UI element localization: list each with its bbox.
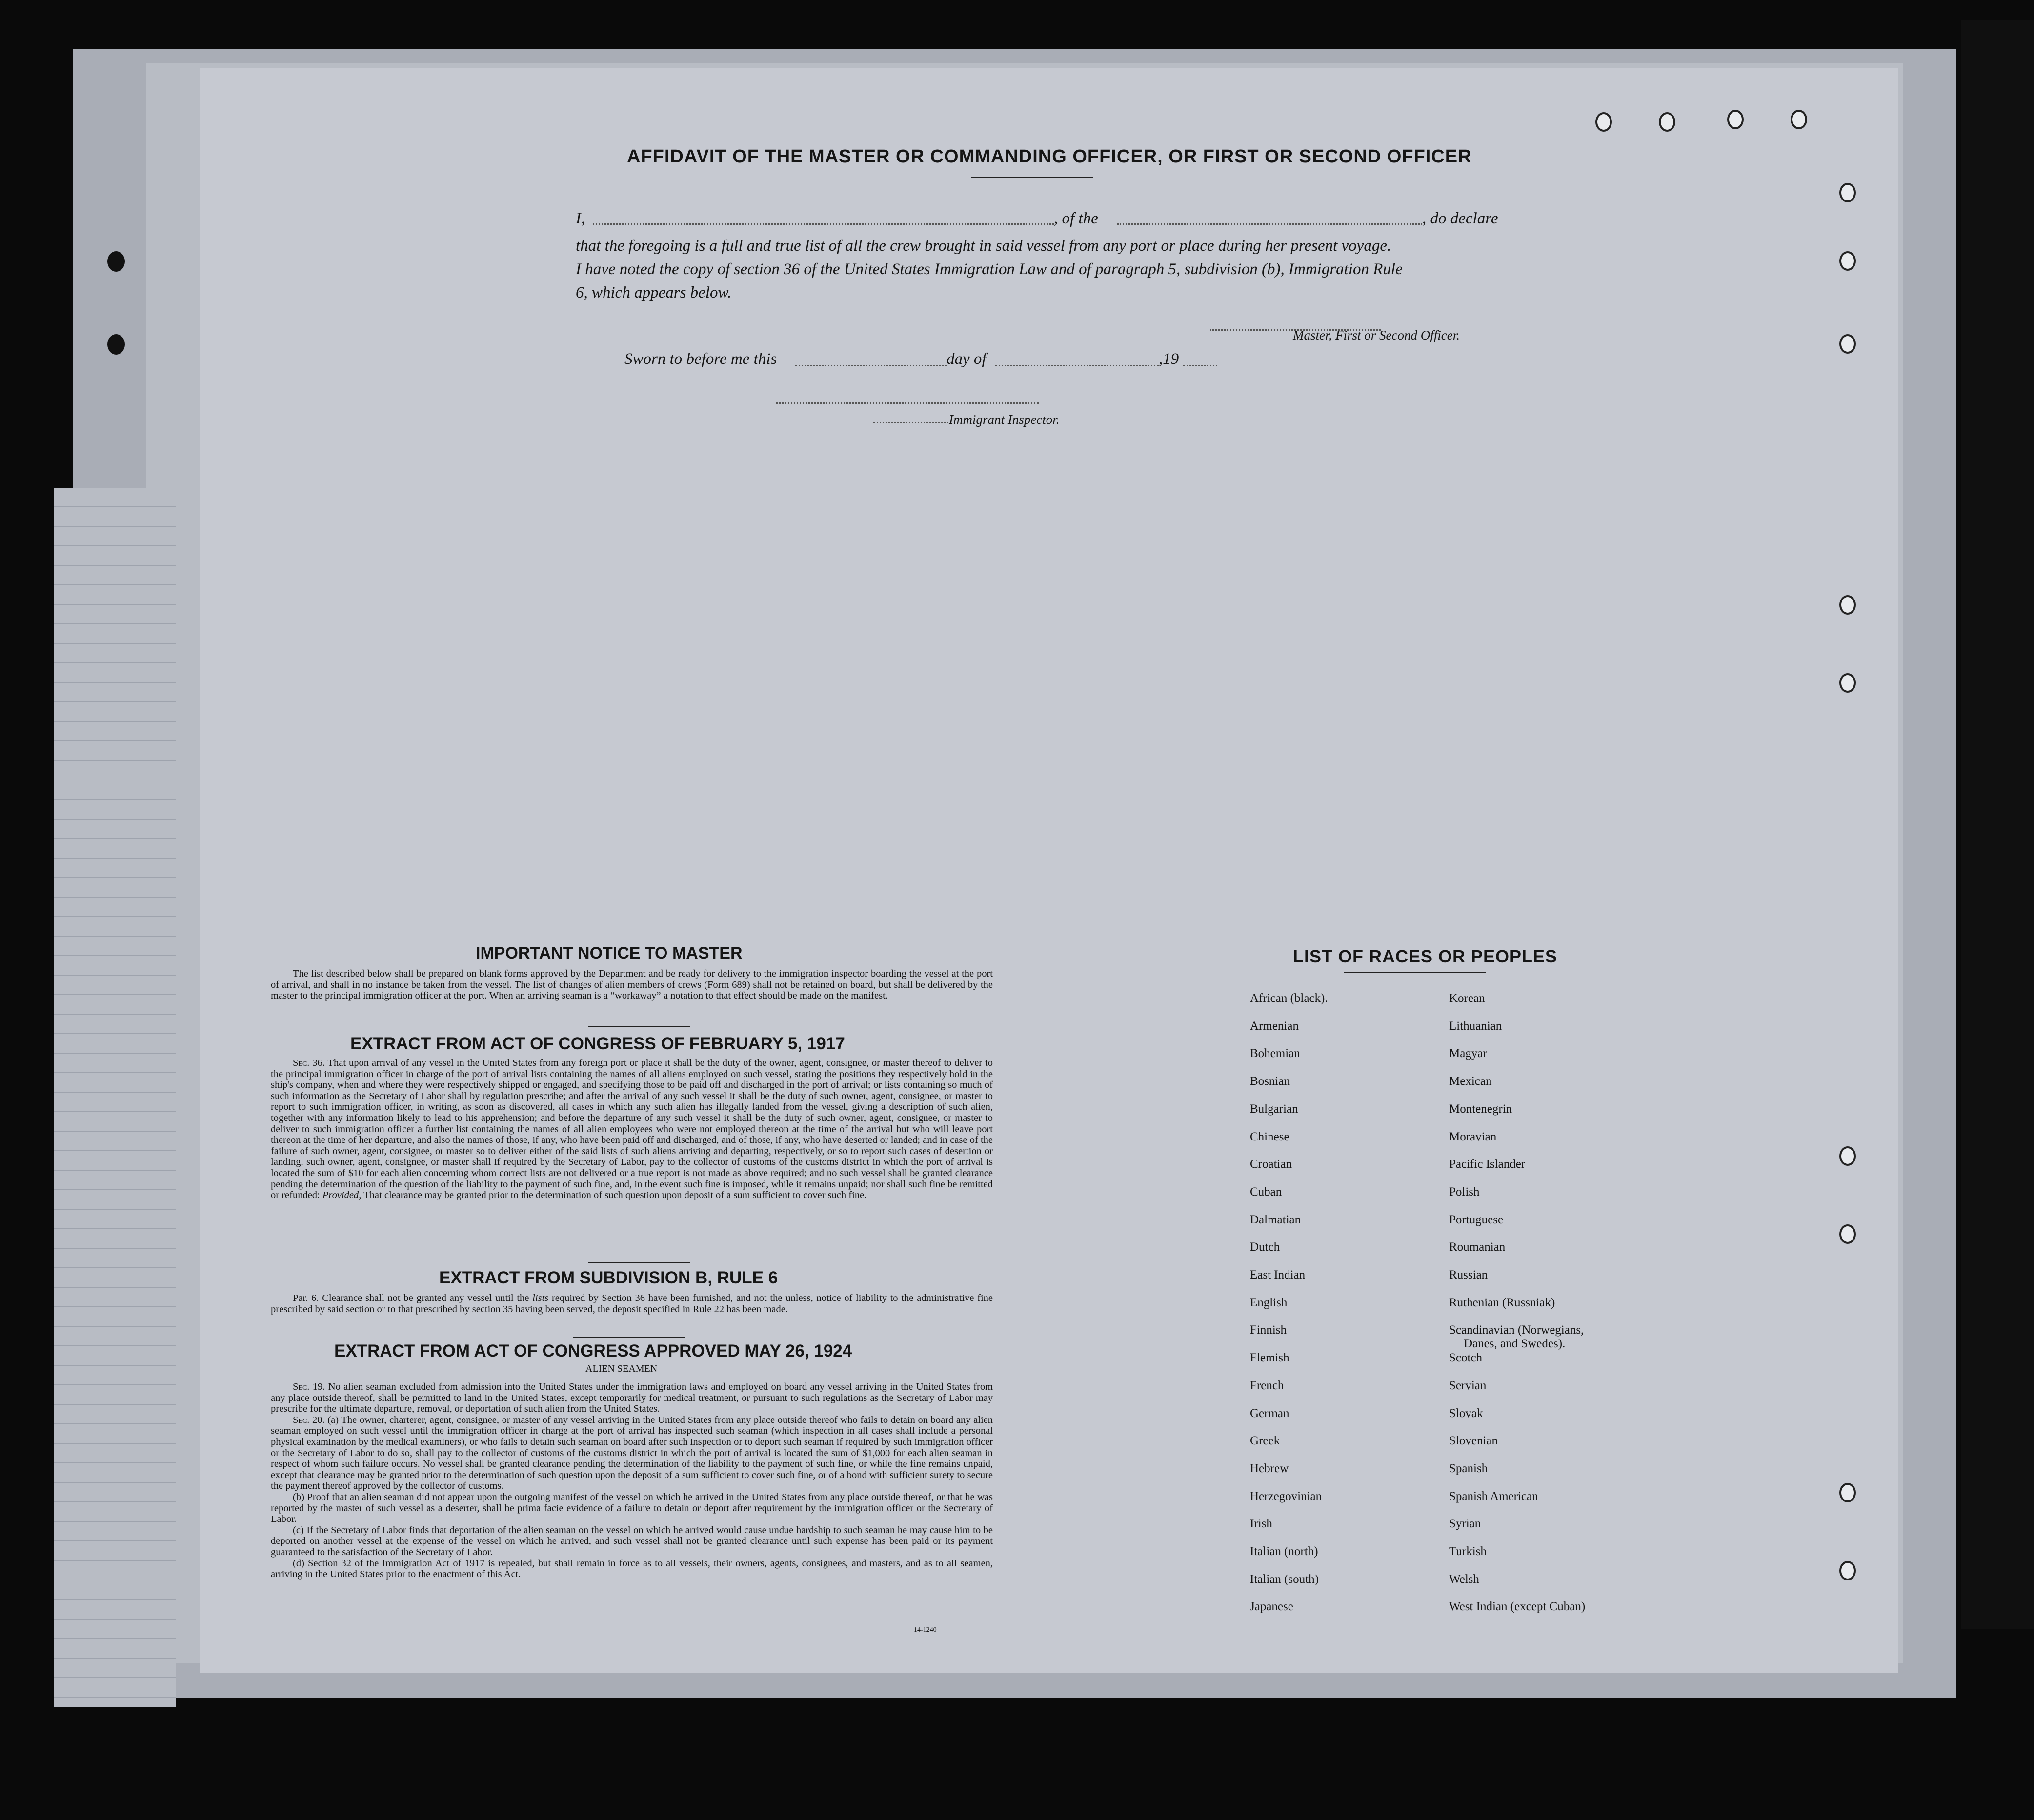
race-item: Scandinavian (Norwegians,	[1449, 1323, 1584, 1337]
race-item: Flemish	[1250, 1351, 1289, 1365]
year-blank[interactable]	[1183, 365, 1217, 366]
do-declare-label: , do declare	[1422, 210, 1498, 227]
race-item: African (black).	[1250, 992, 1328, 1005]
race-item: Korean	[1449, 992, 1485, 1005]
punch-hole	[1659, 112, 1675, 132]
affidavit-title: AFFIDAVIT OF THE MASTER OR COMMANDING OFFICER, OR FIRST OR SECOND OFFICER	[627, 146, 1472, 167]
section-text: That upon arrival of any vessel in the United States from any foreign port or place it shall be the duty of the owner, agent, consignee, or master thereof to deliver to the principal immigration officer in charge of the port of arrival lists containing the names of all aliens employed on such vessel, stating the positions they respectively hold in the ship's company, when and where they were respectively shipped or engaged, and specifying those to be paid off and discharged in the port of arrival; or lists containing so much of such information as the Secretary of Labor shall by regulation prescribe; and after the arrival of any such vessel it shall be the duty of such owner, agent, consignee, or master to report to such immigration officer, in writing, as soon as discovered, all cases in which any such alien has illegally landed from the vessel, giving a description of such alien, together with any information likely to lead to his apprehension; and before the departure of any such vessel it shall be the duty of such owner, agent, consignee, or master to deliver to such immigration officer a further list containing the names of all alien employees who were not employed thereon at the time of the arrival but who will leave port thereon at the time of her departure, and also the names of those, if any, who have been paid off and discharged, and of those, if any, who have deserted or landed; and in case of the failure of such owner, agent, consignee, or master so to deliver either of the said lists of such aliens arriving and departing, respectively, or so to report such cases of desertion or landing, such owner, agent, consignee, or master shall if required by the Secretary of Labor, pay to the collector of customs of the customs district in which the port of arrival is located the sum of $10 for each alien concerning whom correct lists are not delivered or a true report is not made as above required; and no such vessel shall be granted clearance pending the determination of the question of the liability to the payment of such fine, and, in the event such fine is imposed, while it remains unpaid; nor shall such fine be remitted or refunded:	[271, 1058, 993, 1201]
race-item: Lithuanian	[1449, 1019, 1502, 1033]
race-item: Turkish	[1449, 1545, 1487, 1558]
punch-hole	[1791, 110, 1807, 129]
torn-edge	[1961, 20, 2034, 1629]
section-rule	[573, 1337, 685, 1338]
race-item: Portuguese	[1449, 1213, 1504, 1226]
affidavit-line: that the foregoing is a full and true list of all the crew brought in said vessel from any port or place during her present voyage.	[576, 237, 1391, 255]
race-item: Mexican	[1449, 1075, 1492, 1088]
race-item: Finnish	[1250, 1323, 1287, 1337]
section-rule	[588, 1026, 690, 1027]
race-item: Greek	[1250, 1434, 1280, 1448]
section-label: Sec. 20.	[293, 1414, 325, 1425]
inspector-label: Immigrant Inspector.	[949, 412, 1060, 427]
title-rule	[971, 177, 1093, 178]
section-label: Sec. 36.	[293, 1058, 325, 1068]
extract-1924-subtitle: ALIEN SEAMEN	[585, 1363, 658, 1374]
race-item: Bohemian	[1250, 1047, 1300, 1060]
inspector-signature-blank[interactable]	[776, 402, 1039, 404]
vessel-blank[interactable]	[1117, 223, 1422, 225]
race-item: Hebrew	[1250, 1461, 1289, 1475]
affidavit-line: I have noted the copy of section 36 of the United States Immigration Law and of paragraph 5, subdivision (b), Immigration Rule	[576, 260, 1403, 278]
punch-hole	[1839, 1146, 1856, 1166]
punch-hole	[1839, 595, 1856, 615]
month-blank[interactable]	[995, 365, 1159, 366]
section-text-end: That clearance may be granted prior to the determination of such question upon deposit of a sum sufficient to cover such fine.	[363, 1190, 867, 1201]
provided-label: Provided,	[322, 1190, 362, 1201]
race-item: Bosnian	[1250, 1075, 1290, 1088]
rule-6-text	[271, 1293, 993, 1315]
affidavit-line: 6, which appears below.	[576, 284, 732, 301]
lists-label: lists	[532, 1293, 549, 1303]
extract-1917-text	[271, 1058, 993, 1201]
races-rule	[1344, 972, 1486, 973]
year-label: ,19	[1159, 350, 1179, 368]
punch-hole	[1839, 1224, 1856, 1244]
sworn-label: Sworn to before me this	[624, 350, 777, 368]
race-item: Welsh	[1449, 1572, 1479, 1586]
race-item: Magyar	[1449, 1047, 1487, 1060]
race-item: Irish	[1250, 1517, 1272, 1531]
name-blank[interactable]	[593, 223, 1054, 225]
rule-text-after: required by Section 36 have been furnished, and not the unless, notice of liability to the administrative fine prescribed by said section or to that prescribed by section 35 having been served, the deposit specified in Rule 22 has been made.	[271, 1293, 993, 1315]
race-item: Polish	[1449, 1185, 1480, 1199]
race-item: Montenegrin	[1449, 1102, 1512, 1116]
affidavit-statement	[576, 234, 1471, 304]
race-item: Chinese	[1250, 1130, 1289, 1143]
race-item: Dutch	[1250, 1240, 1280, 1254]
rule-6-title: EXTRACT FROM SUBDIVISION B, RULE 6	[439, 1268, 778, 1287]
day-of-label: day of	[947, 350, 987, 368]
notice-title: IMPORTANT NOTICE TO MASTER	[476, 944, 743, 962]
race-item: Slovak	[1449, 1406, 1483, 1420]
race-item: Servian	[1449, 1379, 1487, 1392]
section-rule	[588, 1262, 690, 1263]
binder-hole	[107, 251, 125, 272]
race-item: Japanese	[1250, 1600, 1293, 1614]
form-number: 14-1240	[914, 1626, 937, 1634]
race-item: Russian	[1449, 1268, 1488, 1281]
race-item: Bulgarian	[1250, 1102, 1298, 1116]
punch-hole	[1595, 112, 1612, 132]
race-item: Pacific Islander	[1449, 1158, 1526, 1171]
race-item: English	[1250, 1296, 1288, 1309]
extract-1924-title: EXTRACT FROM ACT OF CONGRESS APPROVED MAY 26, 1924	[334, 1341, 852, 1360]
extract-1917-title: EXTRACT FROM ACT OF CONGRESS OF FEBRUARY 5, 1917	[350, 1034, 845, 1053]
day-blank[interactable]	[795, 365, 947, 366]
race-item: Moravian	[1449, 1130, 1497, 1143]
race-item: Italian (north)	[1250, 1545, 1318, 1558]
master-signature-label: Master, First or Second Officer.	[1293, 328, 1460, 342]
race-item: Scotch	[1449, 1351, 1483, 1365]
race-item: German	[1250, 1406, 1289, 1420]
race-item: Slovenian	[1449, 1434, 1498, 1448]
inspector-signature-blank-2[interactable]	[873, 422, 951, 423]
punch-hole	[1839, 1483, 1856, 1502]
binder-hole	[107, 334, 125, 355]
back-sheet-ruling	[54, 488, 176, 1707]
rule-text: Par. 6. Clearance shall not be granted any vessel until the	[293, 1293, 529, 1303]
section-text: No alien seaman excluded from admission into the United States under the immigration laws and employed on board any vessel arriving in the United States from any place outside thereof, shall be permitted to land in the United States, except temporarily for medical treatment, or pursuant to such regulations as the Secretary of Labor may prescribe for the ultimate departure, removal, or deportation of such alien from the United States.	[271, 1381, 993, 1415]
race-item: Spanish	[1449, 1461, 1488, 1475]
section-text: (a) The owner, charterer, agent, consignee, or master of any vessel arriving in the United States from any place outside thereof who fails to detain on board any alien seaman employed on such vessel until the immigration officer in charge at the port of arrival has inspected such seaman (which inspection in all cases shall include a personal physical examination by the medical examiners), or who fails to detain such seaman on board after such inspection or to deport such seaman if required by such immigration officer or the Secretary of Labor to do so, shall pay to the collector of customs of the customs district in which the port of arrival is located the sum of $1,000 for each alien seaman in respect of whom such failure occurs. No vessel shall be granted clearance pending the determination of the liability to the payment of such fine, or while the fine remains unpaid, except that clearance may be granted prior to the determination of such question upon the deposit of a sum sufficient to cover such fine, or of a bond with sufficient surety to secure the payment thereof approved by the collector of customs.	[271, 1414, 993, 1492]
punch-hole	[1839, 183, 1856, 202]
race-item: Herzegovinian	[1250, 1489, 1322, 1503]
section-label: Sec. 19.	[293, 1381, 325, 1392]
punch-hole	[1839, 1561, 1856, 1580]
race-item: West Indian (except Cuban)	[1449, 1600, 1586, 1614]
section-text: (b) Proof that an alien seaman did not appear upon the outgoing manifest of the vessel on which he arrived in the United States from any place outside thereof, or that he was reported by the master of such vessel as a deserter, shall be prima facie evidence of a failure to detain or deport after requirement by the immigration officer or the Secretary of Labor.	[271, 1491, 993, 1525]
i-label: I,	[576, 210, 585, 227]
races-title: LIST OF RACES OR PEOPLES	[1293, 946, 1558, 966]
punch-hole	[1839, 673, 1856, 693]
race-item: Syrian	[1449, 1517, 1481, 1531]
punch-hole	[1839, 334, 1856, 354]
race-item: Cuban	[1250, 1185, 1282, 1199]
punch-hole	[1727, 110, 1744, 129]
race-item: Ruthenian (Russniak)	[1449, 1296, 1555, 1309]
race-item: Italian (south)	[1250, 1572, 1319, 1586]
punch-hole	[1839, 251, 1856, 271]
section-text: (c) If the Secretary of Labor finds that deportation of the alien seaman on the vessel on which he arrived would cause undue hardship to such seaman he may cause him to be deported on another vessel at the expense of the vessel on which he arrived, and such vessel shall not be granted clearance until such expense has been paid or its payment guaranteed to the satisfaction of the Secretary of Labor.	[271, 1524, 993, 1558]
notice-paragraph: The list described below shall be prepared on blank forms approved by the Department and be ready for delivery to the immigration inspector boarding the vessel at the port of arrival, and shall in no instance be taken from the vessel. The list of changes of alien members of crews (Form 689) shall not be retained on board, but shall be delivered by the master to the principal immigration officer at the port. When an arriving seaman is a “workaway” a notation to that effect should be made on the manifest.	[271, 968, 993, 1001]
section-text: (d) Section 32 of the Immigration Act of 1917 is repealed, but shall remain in force as to all vessels, their owners, agents, consignees, and masters, and as to all seamen, arriving in the United States prior to the enactment of this Act.	[271, 1558, 993, 1580]
race-item: Danes, and Swedes).	[1464, 1337, 1566, 1351]
race-item: Armenian	[1250, 1019, 1299, 1033]
race-item: Roumanian	[1449, 1240, 1506, 1254]
extract-1924-text	[271, 1381, 993, 1580]
of-the-label: , of the	[1054, 210, 1098, 227]
race-item: East Indian	[1250, 1268, 1306, 1281]
race-item: Croatian	[1250, 1158, 1292, 1171]
race-item: French	[1250, 1379, 1284, 1392]
race-item: Spanish American	[1449, 1489, 1538, 1503]
notice-text	[271, 968, 993, 1001]
race-item: Dalmatian	[1250, 1213, 1301, 1226]
